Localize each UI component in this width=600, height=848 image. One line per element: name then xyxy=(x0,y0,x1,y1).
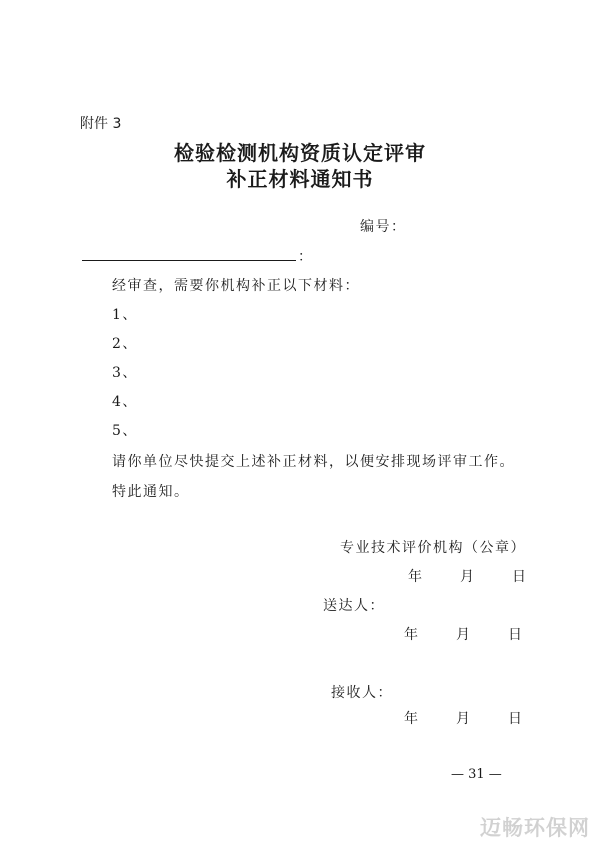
month-label: 月 xyxy=(456,711,472,727)
receiver-label: 接收人： xyxy=(331,685,393,701)
serial-number-label: 编号： xyxy=(360,219,407,235)
year-label: 年 xyxy=(404,711,420,727)
month-label: 月 xyxy=(456,627,472,643)
request-text: 请你单位尽快提交上述补正材料，以便安排现场评审工作。 xyxy=(112,454,515,470)
list-item: 1、 xyxy=(112,307,138,323)
list-item: 3、 xyxy=(112,365,138,381)
day-label: 日 xyxy=(508,711,524,727)
page-number: — 31 — xyxy=(451,767,502,782)
addressee-blank-line xyxy=(82,260,296,261)
closing-text: 特此通知。 xyxy=(112,484,190,500)
sender-label: 送达人： xyxy=(323,598,385,614)
document-title-line-1: 检验检测机构资质认定评审 xyxy=(174,141,426,165)
day-label: 日 xyxy=(508,627,524,643)
month-label: 月 xyxy=(460,569,476,585)
year-label: 年 xyxy=(408,569,424,585)
document-title-line-2: 补正材料通知书 xyxy=(226,167,374,191)
attachment-label: 附件 3 xyxy=(80,116,122,132)
organization-seal-label: 专业技术评价机构（公章） xyxy=(340,540,526,556)
organization-date xyxy=(408,566,564,586)
list-item: 2、 xyxy=(112,336,138,352)
year-label: 年 xyxy=(404,627,420,643)
sender-date xyxy=(404,624,560,644)
intro-text: 经审查，需要你机构补正以下材料： xyxy=(112,278,360,294)
receiver-date xyxy=(404,708,560,728)
addressee-colon: ： xyxy=(298,249,314,265)
watermark-text: 迈畅环保网 xyxy=(480,816,590,840)
list-item: 4、 xyxy=(112,394,138,410)
day-label: 日 xyxy=(512,569,528,585)
list-item: 5、 xyxy=(112,423,138,439)
